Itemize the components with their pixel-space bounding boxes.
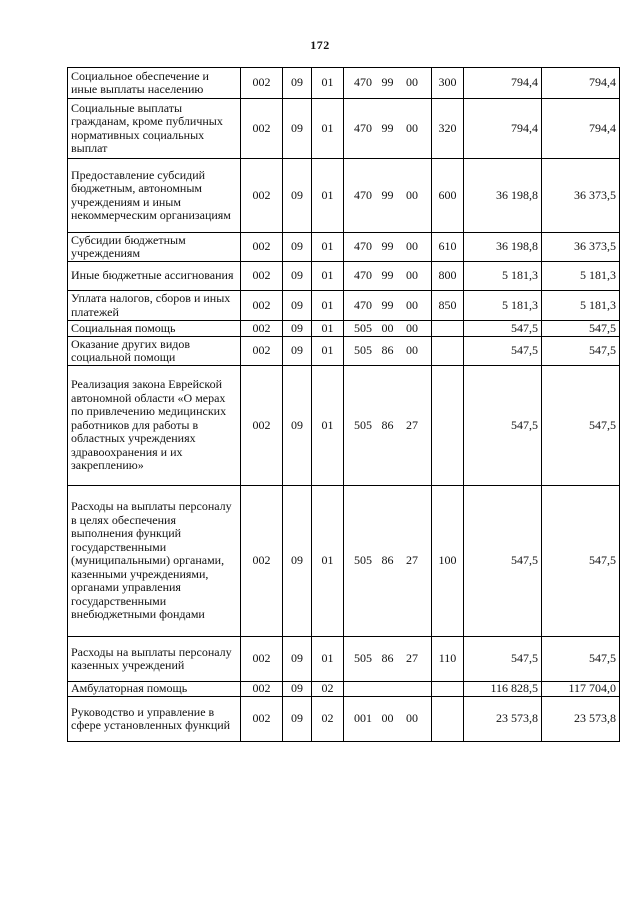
row-name: Субсидии бюджетным учреждениям [68, 233, 241, 262]
amount-1: 794,4 [464, 99, 542, 159]
expense-type-code: 850 [432, 291, 464, 321]
amount-2: 547,5 [542, 321, 620, 337]
section-code: 09 [283, 262, 312, 291]
ministry-code: 002 [241, 366, 283, 486]
table-row [68, 321, 620, 337]
target-article-code: 470 99 00 [344, 159, 432, 233]
ministry-code: 002 [241, 321, 283, 337]
section-code: 09 [283, 486, 312, 637]
target-article-code: 001 00 00 [344, 697, 432, 742]
table-row [68, 697, 620, 742]
amount-2: 5 181,3 [542, 291, 620, 321]
row-name: Оказание других видов социальной помощи [68, 337, 241, 366]
subsection-code: 01 [312, 233, 344, 262]
amount-2: 547,5 [542, 337, 620, 366]
ministry-code: 002 [241, 697, 283, 742]
expense-type-code [432, 337, 464, 366]
expense-type-code [432, 366, 464, 486]
section-code: 09 [283, 697, 312, 742]
row-name: Реализация закона Еврейской автономной области «О мерах по привлечению медицинских работников для работы в областных учреждениях здравоохранения и их закреплению» [68, 366, 241, 486]
row-name: Расходы на выплаты персоналу казенных учреждений [68, 637, 241, 682]
table-row [68, 637, 620, 682]
target-article-code: 470 99 00 [344, 262, 432, 291]
expense-type-code [432, 682, 464, 697]
amount-2: 36 373,5 [542, 159, 620, 233]
row-name: Амбулаторная помощь [68, 682, 241, 697]
target-article-code: 470 99 00 [344, 68, 432, 99]
subsection-code: 01 [312, 291, 344, 321]
expense-type-code: 100 [432, 486, 464, 637]
target-article-code: 470 99 00 [344, 291, 432, 321]
amount-1: 116 828,5 [464, 682, 542, 697]
amount-2: 547,5 [542, 637, 620, 682]
amount-2: 794,4 [542, 68, 620, 99]
table-row [68, 262, 620, 291]
row-name: Уплата налогов, сборов и иных платежей [68, 291, 241, 321]
amount-1: 547,5 [464, 321, 542, 337]
amount-2: 547,5 [542, 486, 620, 637]
ministry-code: 002 [241, 68, 283, 99]
subsection-code: 01 [312, 321, 344, 337]
expense-type-code: 110 [432, 637, 464, 682]
table-row [68, 486, 620, 637]
expense-type-code: 300 [432, 68, 464, 99]
section-code: 09 [283, 337, 312, 366]
section-code: 09 [283, 68, 312, 99]
table-row [68, 337, 620, 366]
row-name: Иные бюджетные ассигнования [68, 262, 241, 291]
subsection-code: 01 [312, 486, 344, 637]
ministry-code: 002 [241, 637, 283, 682]
budget-table [67, 67, 620, 742]
amount-1: 36 198,8 [464, 159, 542, 233]
subsection-code: 01 [312, 337, 344, 366]
amount-1: 794,4 [464, 68, 542, 99]
ministry-code: 002 [241, 682, 283, 697]
subsection-code: 01 [312, 68, 344, 99]
ministry-code: 002 [241, 159, 283, 233]
subsection-code: 01 [312, 262, 344, 291]
section-code: 09 [283, 291, 312, 321]
expense-type-code: 610 [432, 233, 464, 262]
subsection-code: 01 [312, 637, 344, 682]
amount-1: 5 181,3 [464, 291, 542, 321]
amount-1: 547,5 [464, 366, 542, 486]
amount-2: 36 373,5 [542, 233, 620, 262]
amount-1: 36 198,8 [464, 233, 542, 262]
expense-type-code: 800 [432, 262, 464, 291]
amount-1: 547,5 [464, 637, 542, 682]
section-code: 09 [283, 159, 312, 233]
row-name: Социальные выплаты гражданам, кроме публичных нормативных социальных выплат [68, 99, 241, 159]
amount-2: 794,4 [542, 99, 620, 159]
row-name: Социальное обеспечение и иные выплаты населению [68, 68, 241, 99]
row-name: Руководство и управление в сфере установленных функций [68, 697, 241, 742]
target-article-code: 505 86 00 [344, 337, 432, 366]
row-name: Социальная помощь [68, 321, 241, 337]
subsection-code: 02 [312, 682, 344, 697]
subsection-code: 02 [312, 697, 344, 742]
subsection-code: 01 [312, 159, 344, 233]
table-row [68, 233, 620, 262]
ministry-code: 002 [241, 99, 283, 159]
table-row [68, 159, 620, 233]
amount-1: 5 181,3 [464, 262, 542, 291]
section-code: 09 [283, 99, 312, 159]
expense-type-code: 600 [432, 159, 464, 233]
section-code: 09 [283, 637, 312, 682]
target-article-code: 470 99 00 [344, 233, 432, 262]
section-code: 09 [283, 366, 312, 486]
table-row [68, 291, 620, 321]
table-row [68, 682, 620, 697]
subsection-code: 01 [312, 99, 344, 159]
expense-type-code: 320 [432, 99, 464, 159]
ministry-code: 002 [241, 233, 283, 262]
subsection-code: 01 [312, 366, 344, 486]
amount-2: 117 704,0 [542, 682, 620, 697]
section-code: 09 [283, 682, 312, 697]
target-article-code: 505 86 27 [344, 637, 432, 682]
table-row [68, 366, 620, 486]
row-name: Расходы на выплаты персоналу в целях обеспечения выполнения функций государственными (муниципальными) органами, казенными учреждениями, органами управления государственными внебюджетными фондами [68, 486, 241, 637]
expense-type-code [432, 321, 464, 337]
target-article-code: 505 00 00 [344, 321, 432, 337]
page-number: 172 [310, 38, 330, 52]
section-code: 09 [283, 233, 312, 262]
ministry-code: 002 [241, 291, 283, 321]
table-row [68, 68, 620, 99]
amount-1: 23 573,8 [464, 697, 542, 742]
section-code: 09 [283, 321, 312, 337]
amount-1: 547,5 [464, 486, 542, 637]
row-name: Предоставление субсидий бюджетным, автономным учреждениям и иным некоммерческим организациям [68, 159, 241, 233]
target-article-code: 470 99 00 [344, 99, 432, 159]
ministry-code: 002 [241, 337, 283, 366]
ministry-code: 002 [241, 262, 283, 291]
amount-1: 547,5 [464, 337, 542, 366]
target-article-code: 505 86 27 [344, 486, 432, 637]
amount-2: 23 573,8 [542, 697, 620, 742]
amount-2: 5 181,3 [542, 262, 620, 291]
target-article-code [344, 682, 432, 697]
ministry-code: 002 [241, 486, 283, 637]
expense-type-code [432, 697, 464, 742]
table-row [68, 99, 620, 159]
amount-2: 547,5 [542, 366, 620, 486]
target-article-code: 505 86 27 [344, 366, 432, 486]
